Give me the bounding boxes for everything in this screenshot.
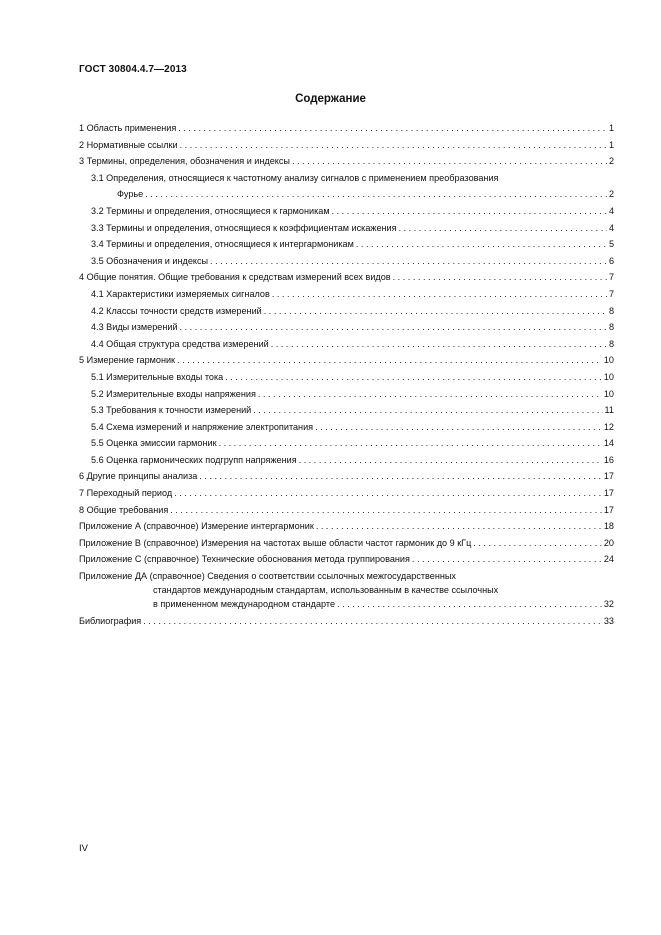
toc-entry-label: 5 Измерение гармоник bbox=[79, 355, 176, 366]
toc-entry[interactable] bbox=[79, 551, 614, 568]
toc-entry-continuation bbox=[91, 186, 614, 203]
toc-entry-label: 5.6 Оценка гармонических подгрупп напряжения bbox=[91, 454, 297, 465]
toc-entry-label: Приложение В (справочное) Измерения на частотах выше области частот гармоник до 9 кГц bbox=[79, 537, 472, 548]
toc-leader-dots bbox=[178, 120, 607, 137]
toc-entry[interactable] bbox=[79, 253, 614, 270]
toc-entry-page: 24 bbox=[603, 554, 614, 565]
toc-entry[interactable] bbox=[79, 386, 614, 403]
toc-leader-dots bbox=[199, 468, 602, 485]
toc-leader-dots bbox=[356, 236, 607, 253]
toc-entry-label: 3.3 Термины и определения, относящиеся к коэффициентам искажения bbox=[91, 222, 397, 233]
toc-entry-page: 10 bbox=[603, 355, 614, 366]
toc-leader-dots bbox=[258, 386, 602, 403]
toc-entry[interactable] bbox=[79, 269, 614, 286]
standard-code: ГОСТ 30804.4.7—2013 bbox=[79, 64, 187, 75]
toc-entry-label: 3.4 Термины и определения, относящиеся к интергармоникам bbox=[91, 239, 354, 250]
toc-leader-dots bbox=[225, 369, 602, 386]
toc-entry[interactable] bbox=[79, 352, 614, 369]
toc-entry-page: 20 bbox=[603, 537, 614, 548]
toc-entry-label: Библиография bbox=[79, 616, 142, 627]
toc-entry-label: 7 Переходный период bbox=[79, 488, 173, 499]
toc-entry-page: 7 bbox=[608, 272, 614, 283]
toc-entry[interactable] bbox=[79, 569, 614, 611]
toc-entry-label: 4.1 Характеристики измеряемых сигналов bbox=[91, 288, 270, 299]
toc-entry[interactable] bbox=[79, 220, 614, 237]
toc-entry-page: 5 bbox=[608, 239, 614, 250]
toc-leader-dots bbox=[210, 253, 607, 270]
toc-leader-dots bbox=[292, 153, 607, 170]
toc-entry-page: 2 bbox=[608, 189, 614, 200]
toc-entry-label: 4 Общие понятия. Общие требования к средствам измерений всех видов bbox=[79, 272, 391, 283]
toc-entry-page: 18 bbox=[603, 521, 614, 532]
toc-entry-label-cont: в примененном международном стандарте bbox=[153, 599, 336, 610]
toc-entry-label: 8 Общие требования bbox=[79, 504, 169, 515]
toc-title: Содержание bbox=[295, 93, 366, 105]
toc-entry-page: 10 bbox=[603, 388, 614, 399]
toc-leader-dots bbox=[316, 518, 602, 535]
toc-entry-page: 2 bbox=[608, 156, 614, 167]
toc-entry-label: 5.3 Требования к точности измерений bbox=[91, 405, 252, 416]
toc-entry-label: Приложение А (справочное) Измерение интергармоник bbox=[79, 521, 314, 532]
toc-entry-page: 17 bbox=[603, 504, 614, 515]
toc-entry-page: 17 bbox=[603, 471, 614, 482]
toc-leader-dots bbox=[174, 485, 602, 502]
toc-leader-dots bbox=[412, 551, 602, 568]
toc-leader-dots bbox=[337, 597, 602, 611]
toc-leader-dots bbox=[264, 303, 607, 320]
toc-entry[interactable] bbox=[79, 468, 614, 485]
toc-entry-page: 11 bbox=[604, 405, 614, 416]
toc-entry[interactable] bbox=[79, 613, 614, 630]
toc-entry[interactable] bbox=[79, 286, 614, 303]
toc-entry-label-cont: стандартов международным стандартам, использованным в качестве ссылочных bbox=[153, 585, 499, 596]
toc-entry[interactable] bbox=[79, 535, 614, 552]
toc-leader-dots bbox=[180, 137, 607, 154]
toc-leader-dots bbox=[272, 286, 607, 303]
toc-entry-page: 32 bbox=[603, 599, 614, 610]
toc-entry-label: 6 Другие принципы анализа bbox=[79, 471, 198, 482]
toc-entry-label: 3 Термины, определения, обозначения и индексы bbox=[79, 156, 290, 167]
toc-leader-dots bbox=[219, 435, 602, 452]
toc-leader-dots bbox=[299, 452, 602, 469]
toc-entry-page: 33 bbox=[603, 616, 614, 627]
toc-entry[interactable] bbox=[79, 319, 614, 336]
toc-leader-dots bbox=[170, 502, 602, 519]
toc-entry[interactable] bbox=[79, 369, 614, 386]
toc-entry-page: 10 bbox=[603, 371, 614, 382]
toc-entry[interactable] bbox=[79, 336, 614, 353]
toc-entry[interactable] bbox=[79, 236, 614, 253]
toc-entry-page: 6 bbox=[608, 255, 614, 266]
toc-entry-page: 4 bbox=[608, 205, 614, 216]
toc-entry[interactable] bbox=[79, 485, 614, 502]
toc-entry-label-cont: Фурье bbox=[117, 189, 144, 200]
toc-entry[interactable] bbox=[79, 435, 614, 452]
toc-entry-page: 7 bbox=[608, 288, 614, 299]
toc-entry-label: 4.3 Виды измерений bbox=[91, 322, 178, 333]
toc-entry-page: 14 bbox=[603, 438, 614, 449]
toc-entry[interactable] bbox=[79, 153, 614, 170]
toc-leader-dots bbox=[473, 535, 602, 552]
toc-entry[interactable] bbox=[79, 518, 614, 535]
toc-entry-label: 4.4 Общая структура средства измерений bbox=[91, 338, 269, 349]
toc-entry-label: 5.2 Измерительные входы напряжения bbox=[91, 388, 256, 399]
toc-entry-page: 4 bbox=[608, 222, 614, 233]
toc-leader-dots bbox=[145, 186, 607, 203]
toc-leader-dots bbox=[315, 419, 602, 436]
toc-entry-page: 16 bbox=[603, 454, 614, 465]
toc-entry-label: 5.5 Оценка эмиссии гармоник bbox=[91, 438, 217, 449]
toc-entry[interactable] bbox=[79, 502, 614, 519]
toc-entry-label: Приложение С (справочное) Технические обоснования метода группирования bbox=[79, 554, 410, 565]
toc-entry-label: 4.2 Классы точности средств измерений bbox=[91, 305, 262, 316]
toc-leader-dots bbox=[180, 319, 607, 336]
toc-entry-continuation bbox=[79, 597, 614, 611]
toc-leader-dots bbox=[177, 352, 602, 369]
toc-entry-page: 8 bbox=[608, 322, 614, 333]
toc-entry[interactable] bbox=[79, 452, 614, 469]
toc-entry-label: Приложение ДА (справочное) Сведения о соответствии ссылочных межгосударственных bbox=[79, 571, 456, 582]
toc-entry[interactable] bbox=[79, 203, 614, 220]
toc-leader-dots bbox=[143, 613, 602, 630]
toc-entry-label: 3.1 Определения, относящиеся к частотному анализу сигналов с применением преобразования bbox=[91, 172, 499, 183]
toc-entry-page: 1 bbox=[608, 123, 614, 133]
toc-leader-dots bbox=[393, 269, 607, 286]
toc-entry-page: 1 bbox=[608, 139, 614, 150]
toc-entry-label: 3.2 Термины и определения, относящиеся к гармоникам bbox=[91, 205, 330, 216]
toc-entry-label: 3.5 Обозначения и индексы bbox=[91, 255, 209, 266]
toc-entry-page: 17 bbox=[603, 488, 614, 499]
toc-entry[interactable] bbox=[79, 170, 614, 203]
toc-entry[interactable] bbox=[79, 419, 614, 436]
toc-entry[interactable] bbox=[79, 137, 614, 154]
toc-entry[interactable] bbox=[79, 402, 614, 419]
toc-leader-dots bbox=[271, 336, 607, 353]
toc-entry-page: 12 bbox=[603, 421, 614, 432]
toc-entry-label: 5.4 Схема измерений и напряжение электропитания bbox=[91, 421, 314, 432]
toc-entry-label: 1 Область применения bbox=[79, 123, 177, 133]
toc-entry[interactable] bbox=[79, 303, 614, 320]
toc-entry[interactable] bbox=[79, 120, 614, 137]
toc-leader-dots bbox=[332, 203, 607, 220]
page-number: IV bbox=[79, 843, 88, 854]
toc-entry-page: 8 bbox=[608, 305, 614, 316]
toc-leader-dots bbox=[253, 402, 602, 419]
table-of-contents bbox=[79, 120, 614, 630]
toc-entry-label: 2 Нормативные ссылки bbox=[79, 139, 178, 150]
toc-entry-label: 5.1 Измерительные входы тока bbox=[91, 371, 224, 382]
toc-entry-page: 8 bbox=[608, 338, 614, 349]
toc-leader-dots bbox=[399, 220, 607, 237]
